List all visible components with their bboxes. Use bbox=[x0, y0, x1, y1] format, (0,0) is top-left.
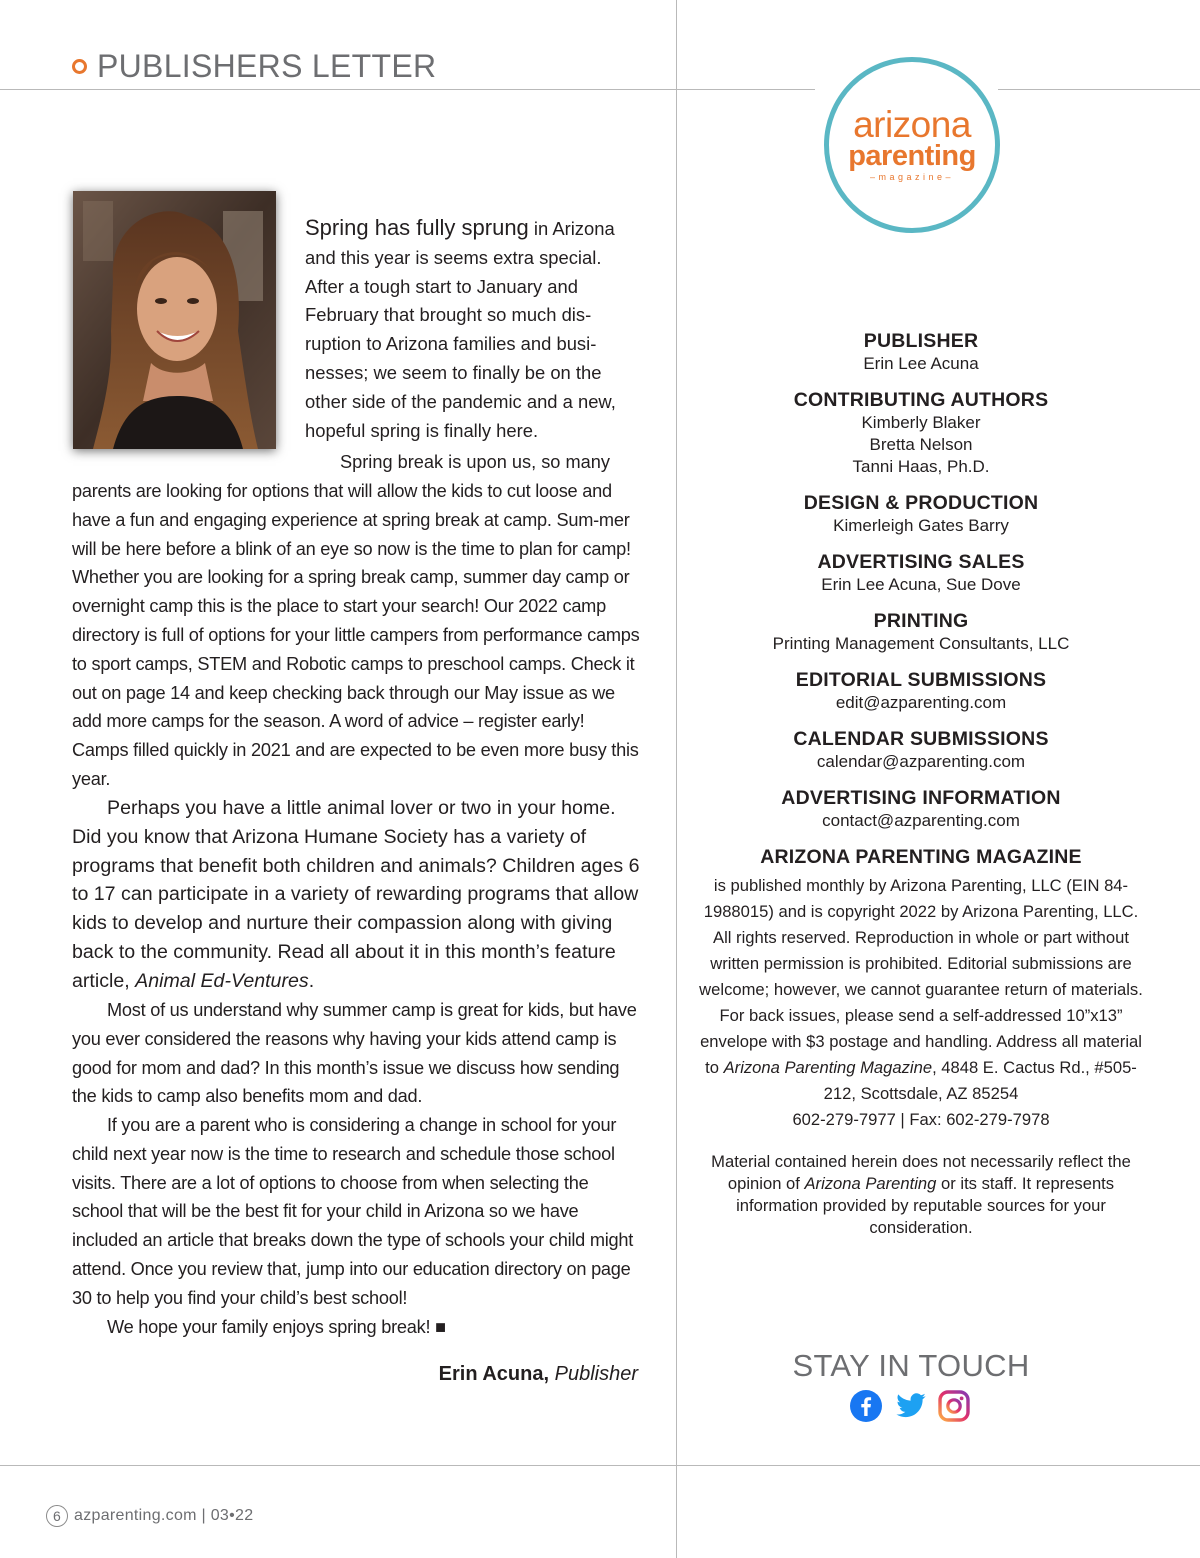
feature-article-title: Animal Ed-Ventures bbox=[135, 969, 309, 992]
editorial-heading: EDITORIAL SUBMISSIONS bbox=[795, 669, 1047, 691]
footer-rule bbox=[0, 1465, 1200, 1466]
publisher-portrait-image bbox=[73, 191, 276, 449]
header-rule-right bbox=[998, 89, 1200, 90]
paragraph-2 bbox=[72, 794, 642, 996]
disclaimer-text-2: or its staff. It represents information provided by reputable sources for your consideration. bbox=[736, 1174, 1115, 1237]
letter-intro-text: in Arizona and this year is seems extra special. After a tough start to January and February that brought so much dis-ruption to Arizona families and busi-nesses; we seem to finally be on the other side of the pandemic and a new, hopeful spring is finally here. bbox=[305, 218, 616, 441]
column-divider bbox=[676, 0, 677, 1558]
arizona-parenting-logo bbox=[824, 57, 1000, 233]
logo-line-2: parenting bbox=[848, 140, 976, 172]
footer-site-date: azparenting.com | 03•22 bbox=[74, 1507, 254, 1524]
section-title-text: PUBLISHERS LETTER bbox=[97, 48, 437, 84]
design-heading: DESIGN & PRODUCTION bbox=[803, 492, 1039, 514]
paragraph-3 bbox=[72, 996, 642, 1111]
signature-title: Publisher bbox=[554, 1363, 638, 1385]
section-title bbox=[72, 48, 436, 85]
authors-heading: CONTRIBUTING AUTHORS bbox=[793, 389, 1049, 411]
legal-text bbox=[698, 873, 1144, 1133]
legal-phone: 602-279-7977 | Fax: 602-279-7978 bbox=[792, 1110, 1050, 1129]
magazine-heading: ARIZONA PARENTING MAGAZINE bbox=[760, 846, 1082, 868]
bullet-icon bbox=[72, 59, 87, 74]
printing-name: Printing Management Consultants, LLC bbox=[772, 634, 1070, 653]
legal-magazine-name: Arizona Parenting Magazine bbox=[723, 1058, 933, 1077]
paragraph-4-text: If you are a parent who is considering a change in school for your child next year now is the time to research and schedule those school visits. There are a lot of options to choose from when selecting the school that will be the best fit for your child in Arizona so we have included an article that breaks down the type of schools your child might attend. Once you review that, jump into our education directory on page 30 to help you find your child’s best school! bbox=[72, 1115, 634, 1308]
logo-line-3: –magazine– bbox=[869, 172, 955, 182]
publisher-name: Erin Lee Acuna bbox=[863, 354, 979, 373]
calendar-heading: CALENDAR SUBMISSIONS bbox=[793, 728, 1049, 750]
header-rule-left bbox=[0, 89, 815, 90]
ad-sales-heading: ADVERTISING SALES bbox=[817, 551, 1025, 573]
ad-info-email: contact@azparenting.com bbox=[822, 811, 1020, 830]
publisher-photo bbox=[73, 191, 276, 449]
disclaimer bbox=[698, 1151, 1144, 1239]
page-number: 6 bbox=[46, 1505, 68, 1527]
calendar-email: calendar@azparenting.com bbox=[816, 752, 1026, 771]
social-links bbox=[850, 1390, 970, 1422]
editorial-email: edit@azparenting.com bbox=[835, 693, 1007, 712]
printing-heading: PRINTING bbox=[873, 610, 969, 632]
disclaimer-text-1: Material contained herein does not necessarily reflect the opinion of bbox=[711, 1152, 1131, 1193]
design-name: Kimerleigh Gates Barry bbox=[833, 516, 1009, 535]
author-name: Bretta Nelson bbox=[869, 435, 973, 454]
author-name: Kimberly Blaker bbox=[861, 413, 981, 432]
paragraph-2-text: Perhaps you have a little animal lover or two in your home. Did you know that Arizona Humane Society has a variety of programs that benefit both children and animals? Children ages 6 to 17 can participate in a variety of rewarding programs that allow kids to develop and nurture their compassion along with giving back to the community. Read all about it in this month’s feature article, bbox=[72, 797, 640, 992]
twitter-icon[interactable] bbox=[894, 1390, 926, 1422]
letter-intro bbox=[305, 214, 639, 445]
logo-line-1: arizona bbox=[853, 104, 971, 145]
paragraph-3-text: Most of us understand why summer camp is great for kids, but have you ever considered the reasons why having your kids attend camp is good for mom and dad? In this month’s issue we discuss how sending the kids to camp also benefits mom and dad. bbox=[72, 1000, 637, 1107]
publisher-heading: PUBLISHER bbox=[863, 330, 979, 352]
instagram-icon[interactable] bbox=[938, 1390, 970, 1422]
paragraph-4 bbox=[72, 1111, 642, 1313]
stay-in-touch-title: STAY IN TOUCH bbox=[792, 1348, 1030, 1383]
signature-name: Erin Acuna, bbox=[438, 1363, 550, 1385]
masthead bbox=[698, 330, 1144, 1239]
legal-text-1: is published monthly by Arizona Parenting, LLC (EIN 84-1988015) and is copyright 2022 by Arizona Parenting, LLC. All rights reserved. Reproduction in whole or part without written permission is prohibited. Editorial submissions are welcome; however, we cannot guarantee return of materials. For back issues, please send a self-addressed 10”x13” envelope with $3 postage and handling. Address all material to bbox=[699, 876, 1143, 1077]
paragraph-5-text: We hope your family enjoys spring break! ■ bbox=[107, 1317, 446, 1337]
ad-info-heading: ADVERTISING INFORMATION bbox=[781, 787, 1061, 809]
letter-lead: Spring has fully sprung bbox=[305, 215, 529, 240]
paragraph-1-start: Spring break is upon us, so many bbox=[340, 452, 610, 472]
signature bbox=[439, 1360, 638, 1388]
paragraph-1: parents are looking for options that will allow the kids to cut loose and have a fun and engaging experience at spring break at camp. Sum-mer will be here before a blink of an eye so now is the time to plan for camp! Whether you are looking for a spring break camp, summer day camp or overnight camp this is the place to start your search! Our 2022 camp directory is full of options for your little campers from performance camps to sport camps, STEM and Robotic camps to preschool camps. Check it out on page 14 and keep checking back through our May issue as we add more camps for the season. A word of advice – register early! Camps filled quickly in 2021 and are expected to be even more busy this year. bbox=[72, 481, 640, 789]
paragraph-5 bbox=[72, 1313, 642, 1342]
page-footer bbox=[46, 1505, 253, 1527]
legal-address: , 4848 E. Cactus Rd., #505-212, Scottsdale, AZ 85254 bbox=[823, 1058, 1137, 1103]
facebook-icon[interactable] bbox=[850, 1390, 882, 1422]
paragraph-2-end: . bbox=[308, 969, 315, 992]
disclaimer-magazine-name: Arizona Parenting bbox=[804, 1174, 937, 1193]
author-name: Tanni Haas, Ph.D. bbox=[852, 457, 990, 476]
ad-sales-names: Erin Lee Acuna, Sue Dove bbox=[821, 575, 1021, 594]
